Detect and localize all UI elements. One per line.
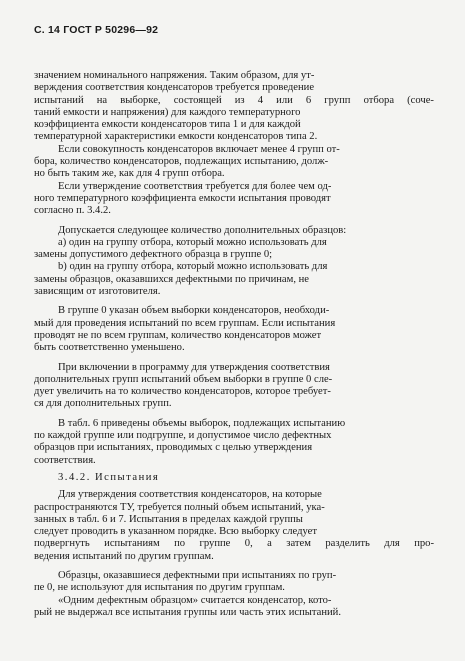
text-line: коэффициента емкости конденсаторов типа 1 и для каждой [34, 119, 301, 131]
paragraph [34, 181, 434, 218]
text-line: Если утверждение соответствия требуется для более чем од- [58, 180, 332, 192]
text-line: подвергнуть испытаниям по группе 0, а затем разделить для про- [34, 538, 434, 550]
text-line: При включении в программу для утверждения соответствия [58, 361, 330, 373]
text-line: но быть таким же, как для 4 групп отбора. [34, 168, 225, 180]
paragraph [34, 305, 434, 354]
text-line: Если совокупность конденсаторов включает менее 4 групп от- [58, 143, 340, 155]
text-line: быть соответственно уменьшено. [34, 342, 185, 354]
paragraph [34, 595, 434, 620]
paragraph [34, 70, 434, 144]
page-header: С. 14 ГОСТ Р 50296—92 [34, 24, 159, 36]
text-line: ведения испытаний по другим группам. [34, 550, 214, 562]
paragraph [34, 144, 434, 181]
text-line: «Одним дефектным образцом» считается конденсатор, кото- [58, 594, 332, 606]
text-line: дует увеличить на то количество конденсаторов, которое требует- [34, 386, 331, 398]
text-line: образцов при испытаниях, проводимых с целью утверждения [34, 442, 313, 454]
paragraph [34, 570, 434, 595]
text-line: соответствия. [34, 454, 96, 466]
text-line: 3.4.2. Испытания [58, 471, 160, 483]
document-body [34, 70, 434, 619]
text-line: следует проводить в указанном порядке. Всю выборку следует [34, 526, 317, 538]
text-line: замены допустимого дефектного образца в группе 0; [34, 249, 273, 261]
text-line: занных в табл. 6 и 7. Испытания в пределах каждой группы [34, 513, 303, 525]
paragraph [34, 362, 434, 411]
text-line: ного температурного коэффициента емкости испытания проводят [34, 192, 331, 204]
text-line: проводят не по всем группам, количество конденсаторов может [34, 329, 322, 341]
text-line: испытаний на выборке, состоящей из 4 или 6 групп отбора (соче- [34, 94, 434, 106]
text-line: пе 0, не используют для испытания по другим группам. [34, 582, 285, 594]
text-line: В табл. 6 приведены объемы выборок, подлежащих испытанию [58, 417, 346, 429]
text-line: замены образцов, оказавшихся дефектными по причинам, не [34, 273, 310, 285]
text-line: b) один на группу отбора, который можно использовать для [58, 261, 328, 273]
paragraph [34, 225, 434, 299]
text-line: по каждой группе или подгруппе, и допустимое число дефектных [34, 430, 332, 442]
text-line: дополнительных групп испытаний объем выборки в группе 0 сле- [34, 373, 333, 385]
text-line: верждения соответствия конденсаторов требуется проведение [34, 82, 315, 94]
text-line: таний емкости и напряжения) для каждого температурного [34, 106, 301, 118]
text-line: значением номинального напряжения. Таким образом, для ут- [34, 70, 315, 81]
text-line: В группе 0 указан объем выборки конденсаторов, необходи- [58, 305, 330, 317]
text-line: согласно п. 3.4.2. [34, 205, 111, 217]
text-line: температурной характеристики емкости конденсаторов типа 2. [34, 131, 318, 143]
paragraph [34, 418, 434, 467]
paragraph [34, 489, 434, 563]
text-line: Образцы, оказавшиеся дефектными при испытаниях по груп- [58, 569, 337, 581]
text-line: Допускается следующее количество дополнительных образцов: [58, 224, 347, 236]
text-line: а) один на группу отбора, который можно использовать для [58, 236, 327, 248]
text-line: мый для проведения испытаний по всем группам. Если испытания [34, 317, 336, 329]
text-line: зависящим от изготовителя. [34, 286, 161, 298]
text-line: бора, количество конденсаторов, подлежащих испытанию, долж- [34, 156, 329, 168]
section-heading [34, 472, 434, 484]
text-line: распространяются ТУ, требуется полный объем испытаний, ука- [34, 501, 325, 513]
text-line: Для утверждения соответствия конденсаторов, на которые [58, 489, 322, 501]
text-line: рый не выдержал все испытания группы или часть этих испытаний. [34, 606, 341, 618]
text-line: ся для дополнительных групп. [34, 398, 172, 410]
